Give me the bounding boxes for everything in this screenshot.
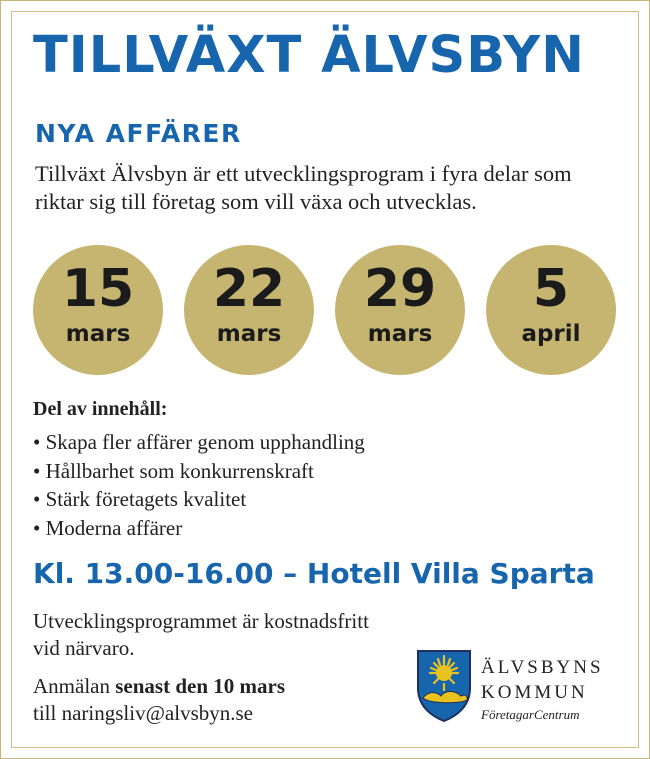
date-circles — [33, 245, 633, 375]
logo-subtitle: FöretagarCentrum — [481, 707, 580, 722]
list-item: • Skapa fler affärer genom upphandling — [33, 428, 365, 457]
date-circle — [184, 245, 314, 375]
date-month: mars — [65, 321, 131, 347]
date-month: mars — [216, 321, 282, 347]
signup-deadline: senast den 10 mars — [115, 674, 285, 698]
municipal-shield-icon — [415, 648, 473, 724]
intro-text: Tillväxt Älvsbyn är ett utvecklingsprogram i fyra delar som riktar sig till företag som vill växa och utvecklas. — [35, 161, 572, 214]
signup-text — [33, 673, 393, 727]
list-item: • Moderna affärer — [33, 514, 365, 543]
date-circle — [486, 245, 616, 375]
date-circle — [33, 245, 163, 375]
content-list — [33, 428, 365, 542]
date-day: 15 — [61, 259, 135, 319]
list-item: • Stärk företagets kvalitet — [33, 485, 365, 514]
time-and-place: Kl. 13.00-16.00 – Hotell Villa Sparta — [33, 557, 595, 590]
municipality-logo — [415, 648, 635, 728]
content-heading: Del av innehåll: — [33, 398, 168, 420]
signup-email[interactable]: till naringsliv@alvsbyn.se — [33, 701, 253, 725]
page-title: TILLVÄXT ÄLVSBYN — [33, 26, 585, 85]
cost-text: Utvecklingsprogrammet är kostnadsfritt vid närvaro. — [33, 609, 369, 660]
list-item: • Hållbarhet som konkurrenskraft — [33, 457, 365, 486]
date-month: april — [521, 321, 581, 347]
date-day: 29 — [363, 259, 437, 319]
date-month: mars — [367, 321, 433, 347]
signup-prefix: Anmälan — [33, 674, 116, 698]
date-day: 5 — [532, 259, 570, 319]
logo-kommun: KOMMUN — [481, 682, 588, 703]
date-circle — [335, 245, 465, 375]
page-subtitle: NYA AFFÄRER — [35, 119, 242, 148]
logo-name: ÄLVSBYNS — [481, 657, 604, 678]
date-day: 22 — [212, 259, 286, 319]
